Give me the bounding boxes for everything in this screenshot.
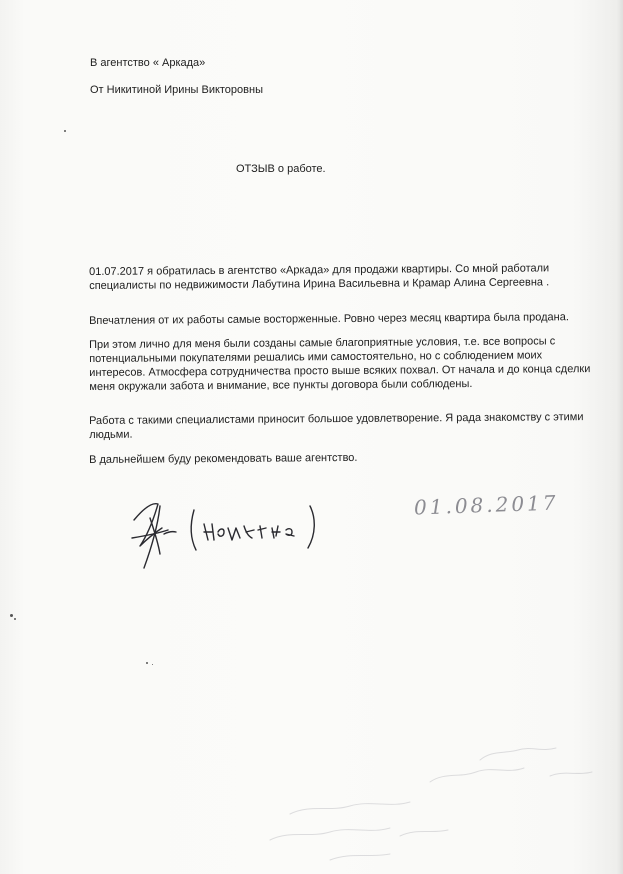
text-line: Работа с такими специалистами приносит большое удовлетворение. Я рада знакомству с этими <box>89 411 584 427</box>
scan-speck <box>14 618 16 620</box>
text-line: людьми. <box>89 428 133 441</box>
document-title: ОТЗЫВ о работе. <box>236 163 326 175</box>
text-line: интересов. Атмосфера сотрудничества просто выше всяких похвал. От начала и до конца сделки <box>89 363 591 379</box>
text-line: В дальнейшем буду рекомендовать ваше агентство. <box>89 451 358 466</box>
scan-speck <box>64 130 66 132</box>
scan-speck <box>10 614 13 617</box>
scan-speck <box>152 664 153 665</box>
paragraph-3 <box>89 334 591 394</box>
text-line: специалисты по недвижимости Лабутина Ирина Васильевна и Крамар Алина Сергеевна . <box>89 276 550 292</box>
text-line: При этом лично для меня были созданы самые благоприятные условия, т.е. все вопросы с <box>89 335 556 351</box>
sender-line: От Никитиной Ирины Викторовны <box>90 84 263 96</box>
handwritten-date: 01.08.2017 <box>413 490 559 520</box>
recipient-line: В агентство « Аркада» <box>90 57 206 69</box>
paragraph-5 <box>89 451 358 467</box>
bleed-through-marks <box>230 720 620 870</box>
paragraph-4 <box>89 410 584 442</box>
handwritten-signature <box>124 488 354 588</box>
text-line: меня окружали забота и внимание, все пункты договора были соблюдены. <box>89 377 473 393</box>
paragraph-2 <box>89 310 569 328</box>
text-line: 01.07.2017 я обратилась в агентство «Аркада» для продажи квартиры. Со мной работали <box>89 262 550 278</box>
text-line: Впечатления от их работы самые восторженные. Ровно через месяц квартира была продана. <box>89 311 569 327</box>
scan-speck <box>146 662 148 664</box>
text-line: потенциальными покупателями решались ими самостоятельно, но с соблюдением моих <box>89 349 543 365</box>
paragraph-1 <box>89 261 549 293</box>
